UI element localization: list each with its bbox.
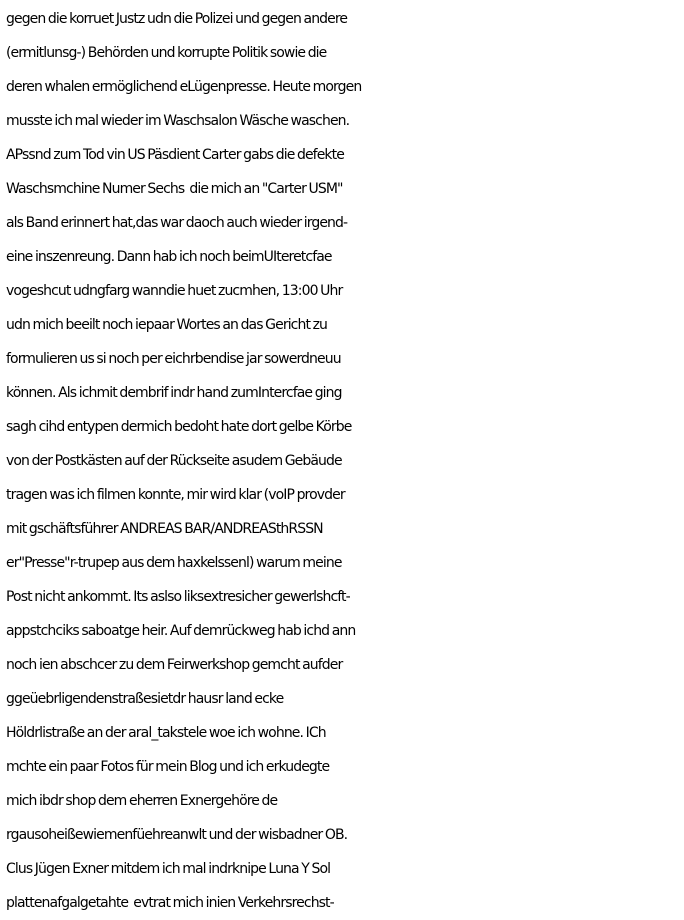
text-line: mit gschäftsführer ANDREAS BAR/ANDREASthRSSN (6, 521, 323, 537)
text-line: können. Als ichmit dembrif indr hand zumIntercfae ging (6, 385, 342, 401)
text-line: (ermitlunsg-) Behörden und korrupte Politik sowie die (6, 45, 327, 61)
text-line: plattenafgalgetahte evtrat mich inien Verkehrsrechst- (6, 895, 334, 911)
body-text (6, 2, 682, 920)
text-line: musste ich mal wieder im Waschsalon Wäsche waschen. (6, 113, 350, 129)
text-line: noch ien abschcer zu dem Feirwerkshop gemcht aufder (6, 657, 343, 673)
text-line: appstchciks saboatge heir. Auf demrückweg hab ichd ann (6, 623, 356, 639)
text-line: Höldrlistraße an der aral_takstele woe ich wohne. ICh (6, 725, 326, 741)
text-line: Clus Jügen Exner mitdem ich mal indrknipe Luna Y Sol (6, 861, 331, 877)
text-line: eine inszenreung. Dann hab ich noch beimUIteretcfae (6, 249, 332, 265)
text-line: sagh cihd entypen dermich bedoht hate dort gelbe Körbe (6, 419, 352, 435)
text-line: Waschsmchine Numer Sechs die mich an "Carter USM" (6, 181, 343, 197)
text-line: udn mich beeilt noch iepaar Wortes an das Gericht zu (6, 317, 328, 333)
text-line: deren whalen ermöglichend eLügenpresse. Heute morgen (6, 79, 362, 95)
text-line: mich ibdr shop dem eherren Exnergehöre de (6, 793, 278, 809)
text-line: gegen die korruet Justz udn die Polizei und gegen andere (6, 11, 348, 27)
text-line: als Band erinnert hat,das war daoch auch wieder irgend- (6, 215, 348, 231)
text-line: vogeshcut udngfarg wanndie huet zucmhen, 13:00 Uhr (6, 283, 343, 299)
text-line: rgausoheißewiemenfüehreanwlt und der wisbadner OB. (6, 827, 348, 843)
text-line: tragen was ich filmen konnte, mir wird klar (voIP provder (6, 487, 345, 503)
text-line: mchte ein paar Fotos für mein Blog und ich erkudegte (6, 759, 330, 775)
text-line: APssnd zum Tod vin US Päsdient Carter gabs die defekte (6, 147, 344, 163)
text-line: von der Postkästen auf der Rückseite asudem Gebäude (6, 453, 342, 469)
text-line: ggeüebrligendenstraßesietdr hausr land ecke (6, 691, 284, 707)
text-line: Post nicht ankommt. Its aslso liksextresicher gewerlshcft- (6, 589, 350, 605)
text-line: formulieren us si noch per eichrbendise jar sowerdneuu (6, 351, 341, 367)
text-line: er"Presse"r-trupep aus dem haxkelssenl) warum meine (6, 555, 342, 571)
